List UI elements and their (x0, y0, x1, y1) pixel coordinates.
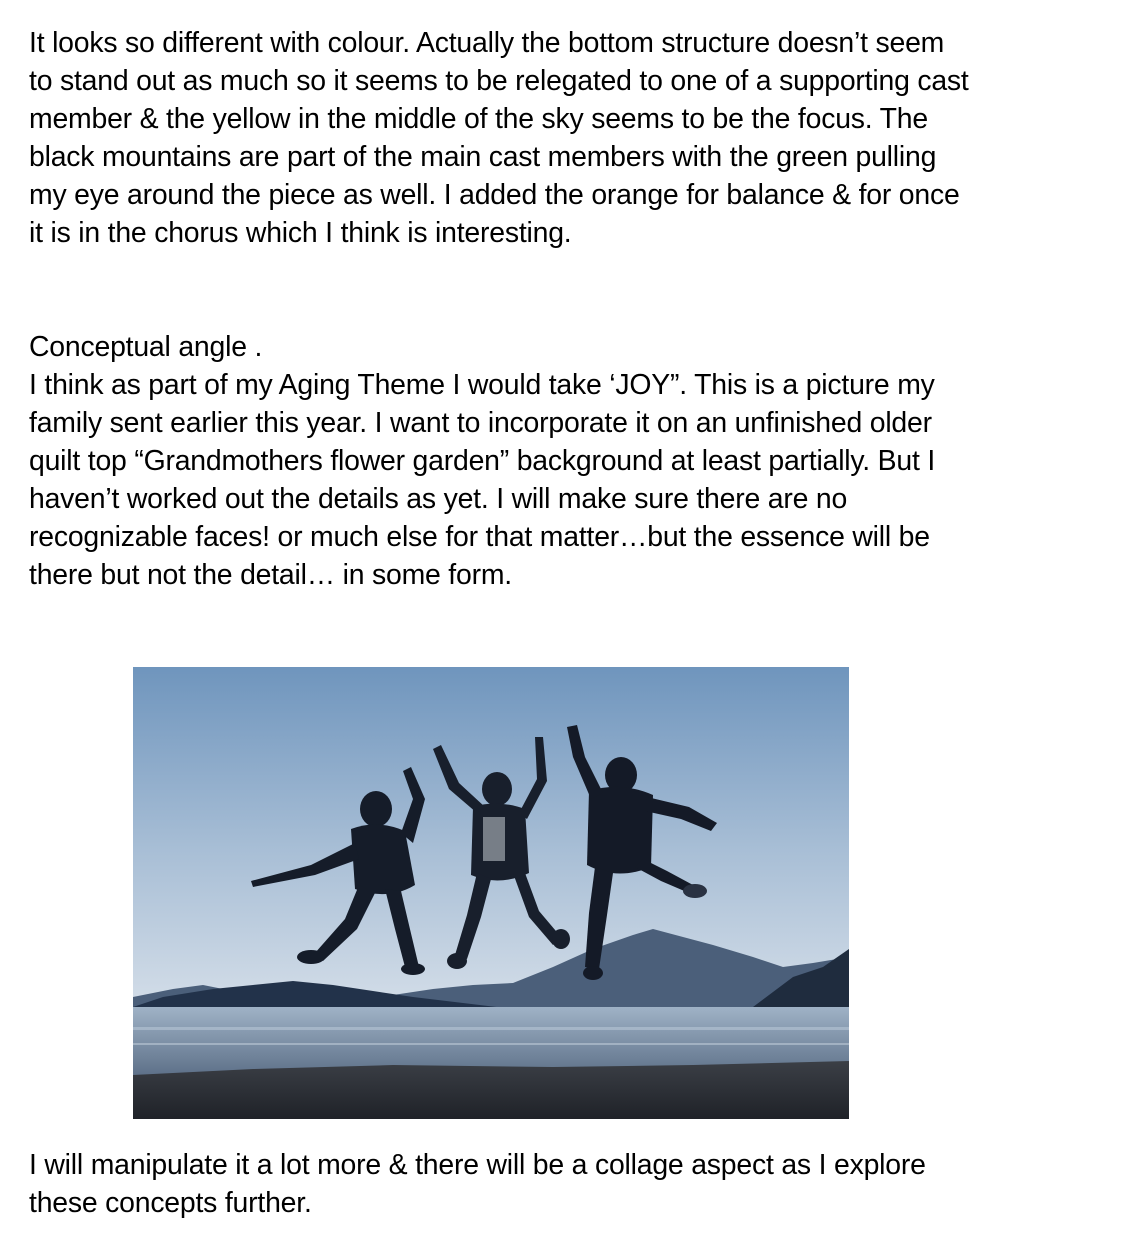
paragraph-manipulation-plan: I will manipulate it a lot more & there will be a collage aspect as I explore these concepts further. (29, 1149, 926, 1219)
water-shimmer (133, 1043, 849, 1045)
section-heading-conceptual-angle: Conceptual angle . (29, 331, 263, 363)
paragraph-joy-concept: I think as part of my Aging Theme I would take ‘JOY”. This is a picture my family sent earlier this year. I want to incorporate it on an unfinished older quilt top “Grandmothers flower garden” background at least partially. But I haven’t worked out the details as yet. I will make sure there are no recognizable faces! or much else for that matter…but the essence will be there but not the detail… in some form. (29, 369, 936, 591)
photo-illustration (133, 667, 849, 1119)
closing-section (29, 1146, 1119, 1222)
jumping-girls-photo (133, 667, 849, 1119)
paragraph-spacer (29, 252, 1119, 328)
document-body (29, 24, 1119, 594)
shoreline (133, 1061, 849, 1119)
paragraph-colour-reflection: It looks so different with colour. Actually the bottom structure doesn’t seem to stand out as much so it seems to be relegated to one of a supporting cast member & the yellow in the middle of the sky seems to be the focus. The black mountains are part of the main cast members with the green pulling my eye around the piece as well. I added the orange for balance & for once it is in the chorus which I think is interesting. (29, 27, 969, 249)
water-shimmer (133, 1027, 849, 1030)
